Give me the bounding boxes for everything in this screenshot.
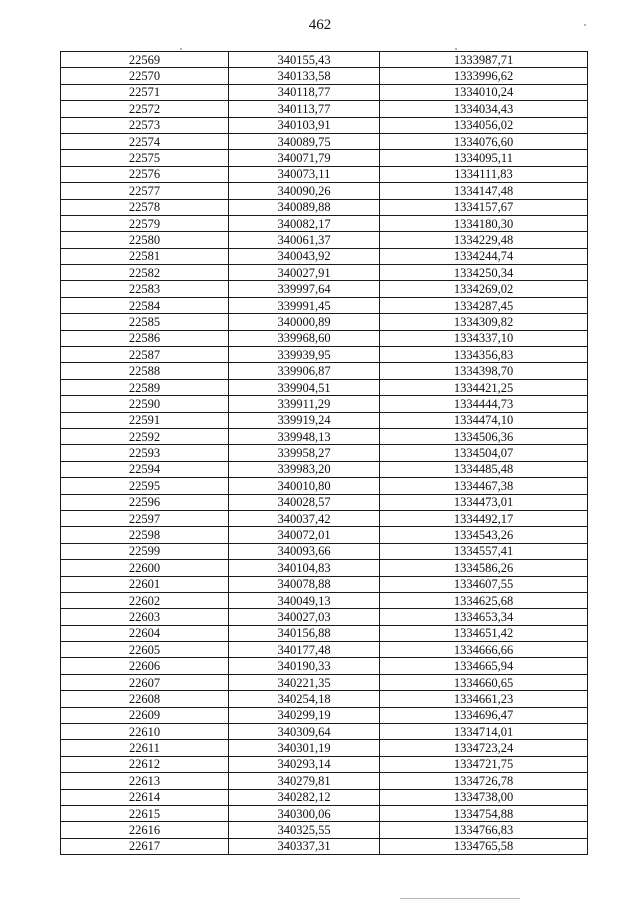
- table-row: [61, 576, 588, 592]
- point-number-cell: 22608: [61, 691, 229, 707]
- y-coordinate-cell: 1334398,70: [380, 363, 588, 379]
- point-number-cell: 22569: [61, 52, 229, 68]
- table-row: [61, 510, 588, 526]
- point-number-cell: 22615: [61, 805, 229, 821]
- table-row: [61, 658, 588, 674]
- table-row: [61, 592, 588, 608]
- y-coordinate-cell: 1334586,26: [380, 560, 588, 576]
- x-coordinate-cell: 340156,88: [229, 625, 380, 641]
- x-coordinate-cell: 340279,81: [229, 773, 380, 789]
- table-row: [61, 84, 588, 100]
- table-row: [61, 461, 588, 477]
- point-number-cell: 22570: [61, 68, 229, 84]
- x-coordinate-cell: 340049,13: [229, 592, 380, 608]
- point-number-cell: 22578: [61, 199, 229, 215]
- point-number-cell: 22603: [61, 609, 229, 625]
- table-row: [61, 150, 588, 166]
- table-row: [61, 428, 588, 444]
- table-row: [61, 52, 588, 68]
- y-coordinate-cell: 1334723,24: [380, 740, 588, 756]
- x-coordinate-cell: 340061,37: [229, 232, 380, 248]
- y-coordinate-cell: 1334696,47: [380, 707, 588, 723]
- y-coordinate-cell: 1334625,68: [380, 592, 588, 608]
- scan-speck: [455, 48, 457, 50]
- table-row: [61, 412, 588, 428]
- y-coordinate-cell: 1334250,34: [380, 265, 588, 281]
- point-number-cell: 22592: [61, 428, 229, 444]
- point-number-cell: 22587: [61, 347, 229, 363]
- y-coordinate-cell: 1334095,11: [380, 150, 588, 166]
- point-number-cell: 22579: [61, 215, 229, 231]
- table-row: [61, 133, 588, 149]
- x-coordinate-cell: 339906,87: [229, 363, 380, 379]
- point-number-cell: 22600: [61, 560, 229, 576]
- table-row: [61, 379, 588, 395]
- point-number-cell: 22593: [61, 445, 229, 461]
- y-coordinate-cell: 1334557,41: [380, 543, 588, 559]
- y-coordinate-cell: 1334665,94: [380, 658, 588, 674]
- point-number-cell: 22588: [61, 363, 229, 379]
- table-row: [61, 707, 588, 723]
- y-coordinate-cell: 1334473,01: [380, 494, 588, 510]
- x-coordinate-cell: 339997,64: [229, 281, 380, 297]
- y-coordinate-cell: 1334666,66: [380, 642, 588, 658]
- y-coordinate-cell: 1334467,38: [380, 478, 588, 494]
- y-coordinate-cell: 1333987,71: [380, 52, 588, 68]
- y-coordinate-cell: 1334356,83: [380, 347, 588, 363]
- table-row: [61, 101, 588, 117]
- table-row: [61, 560, 588, 576]
- x-coordinate-cell: 339991,45: [229, 297, 380, 313]
- page-number: 462: [308, 17, 332, 33]
- point-number-cell: 22586: [61, 330, 229, 346]
- table-row: [61, 215, 588, 231]
- x-coordinate-cell: 340028,57: [229, 494, 380, 510]
- point-number-cell: 22609: [61, 707, 229, 723]
- y-coordinate-cell: 1334714,01: [380, 724, 588, 740]
- table-row: [61, 265, 588, 281]
- point-number-cell: 22583: [61, 281, 229, 297]
- x-coordinate-cell: 340190,33: [229, 658, 380, 674]
- point-number-cell: 22595: [61, 478, 229, 494]
- point-number-cell: 22599: [61, 543, 229, 559]
- table-row: [61, 822, 588, 838]
- x-coordinate-cell: 340073,11: [229, 166, 380, 182]
- point-number-cell: 22598: [61, 527, 229, 543]
- point-number-cell: 22589: [61, 379, 229, 395]
- y-coordinate-cell: 1334287,45: [380, 297, 588, 313]
- point-number-cell: 22577: [61, 183, 229, 199]
- x-coordinate-cell: 340221,35: [229, 674, 380, 690]
- table-row: [61, 281, 588, 297]
- x-coordinate-cell: 340010,80: [229, 478, 380, 494]
- y-coordinate-cell: 1334444,73: [380, 396, 588, 412]
- y-coordinate-cell: 1334111,83: [380, 166, 588, 182]
- y-coordinate-cell: 1334056,02: [380, 117, 588, 133]
- point-number-cell: 22605: [61, 642, 229, 658]
- x-coordinate-cell: 340177,48: [229, 642, 380, 658]
- y-coordinate-cell: 1334504,07: [380, 445, 588, 461]
- x-coordinate-cell: 340325,55: [229, 822, 380, 838]
- scan-speck: [180, 48, 182, 50]
- table-row: [61, 330, 588, 346]
- x-coordinate-cell: 340093,66: [229, 543, 380, 559]
- y-coordinate-cell: 1334010,24: [380, 84, 588, 100]
- y-coordinate-cell: 1334337,10: [380, 330, 588, 346]
- point-number-cell: 22616: [61, 822, 229, 838]
- y-coordinate-cell: 1334543,26: [380, 527, 588, 543]
- point-number-cell: 22606: [61, 658, 229, 674]
- table-row: [61, 609, 588, 625]
- table-row: [61, 232, 588, 248]
- x-coordinate-cell: 340071,79: [229, 150, 380, 166]
- y-coordinate-cell: 1334157,67: [380, 199, 588, 215]
- table-row: [61, 805, 588, 821]
- x-coordinate-cell: 340104,83: [229, 560, 380, 576]
- coordinates-table-body: [61, 52, 588, 855]
- y-coordinate-cell: 1333996,62: [380, 68, 588, 84]
- y-coordinate-cell: 1334661,23: [380, 691, 588, 707]
- point-number-cell: 22594: [61, 461, 229, 477]
- x-coordinate-cell: 339958,27: [229, 445, 380, 461]
- y-coordinate-cell: 1334485,48: [380, 461, 588, 477]
- y-coordinate-cell: 1334180,30: [380, 215, 588, 231]
- table-row: [61, 674, 588, 690]
- y-coordinate-cell: 1334309,82: [380, 314, 588, 330]
- table-row: [61, 494, 588, 510]
- point-number-cell: 22575: [61, 150, 229, 166]
- x-coordinate-cell: 340299,19: [229, 707, 380, 723]
- point-number-cell: 22602: [61, 592, 229, 608]
- x-coordinate-cell: 340113,77: [229, 101, 380, 117]
- point-number-cell: 22585: [61, 314, 229, 330]
- table-row: [61, 642, 588, 658]
- point-number-cell: 22576: [61, 166, 229, 182]
- x-coordinate-cell: 340072,01: [229, 527, 380, 543]
- table-row: [61, 543, 588, 559]
- scan-speck: [584, 24, 586, 26]
- x-coordinate-cell: 340089,75: [229, 133, 380, 149]
- point-number-cell: 22573: [61, 117, 229, 133]
- point-number-cell: 22580: [61, 232, 229, 248]
- table-row: [61, 724, 588, 740]
- y-coordinate-cell: 1334651,42: [380, 625, 588, 641]
- x-coordinate-cell: 339939,95: [229, 347, 380, 363]
- point-number-cell: 22591: [61, 412, 229, 428]
- x-coordinate-cell: 339983,20: [229, 461, 380, 477]
- x-coordinate-cell: 340043,92: [229, 248, 380, 264]
- point-number-cell: 22596: [61, 494, 229, 510]
- y-coordinate-cell: 1334421,25: [380, 379, 588, 395]
- x-coordinate-cell: 340027,91: [229, 265, 380, 281]
- point-number-cell: 22612: [61, 756, 229, 772]
- point-number-cell: 22604: [61, 625, 229, 641]
- x-coordinate-cell: 340155,43: [229, 52, 380, 68]
- y-coordinate-cell: 1334765,58: [380, 838, 588, 854]
- x-coordinate-cell: 340309,64: [229, 724, 380, 740]
- point-number-cell: 22574: [61, 133, 229, 149]
- point-number-cell: 22607: [61, 674, 229, 690]
- table-row: [61, 773, 588, 789]
- x-coordinate-cell: 340300,06: [229, 805, 380, 821]
- table-row: [61, 396, 588, 412]
- table-row: [61, 838, 588, 854]
- x-coordinate-cell: 339919,24: [229, 412, 380, 428]
- table-row: [61, 314, 588, 330]
- x-coordinate-cell: 340337,31: [229, 838, 380, 854]
- point-number-cell: 22610: [61, 724, 229, 740]
- y-coordinate-cell: 1334653,34: [380, 609, 588, 625]
- table-row: [61, 297, 588, 313]
- y-coordinate-cell: 1334229,48: [380, 232, 588, 248]
- x-coordinate-cell: 340000,89: [229, 314, 380, 330]
- table-row: [61, 445, 588, 461]
- table-row: [61, 166, 588, 182]
- y-coordinate-cell: 1334738,00: [380, 789, 588, 805]
- x-coordinate-cell: 340082,17: [229, 215, 380, 231]
- table-row: [61, 527, 588, 543]
- x-coordinate-cell: 339911,29: [229, 396, 380, 412]
- point-number-cell: 22597: [61, 510, 229, 526]
- point-number-cell: 22611: [61, 740, 229, 756]
- table-row: [61, 199, 588, 215]
- point-number-cell: 22584: [61, 297, 229, 313]
- x-coordinate-cell: 340133,58: [229, 68, 380, 84]
- y-coordinate-cell: 1334607,55: [380, 576, 588, 592]
- x-coordinate-cell: 340301,19: [229, 740, 380, 756]
- point-number-cell: 22614: [61, 789, 229, 805]
- table-row: [61, 625, 588, 641]
- table-row: [61, 478, 588, 494]
- table-row: [61, 363, 588, 379]
- table-row: [61, 248, 588, 264]
- table-row: [61, 756, 588, 772]
- scan-line: [400, 898, 520, 899]
- table-row: [61, 740, 588, 756]
- x-coordinate-cell: 340090,26: [229, 183, 380, 199]
- point-number-cell: 22582: [61, 265, 229, 281]
- table-row: [61, 691, 588, 707]
- coordinates-table: [60, 51, 588, 855]
- y-coordinate-cell: 1334244,74: [380, 248, 588, 264]
- table-row: [61, 117, 588, 133]
- y-coordinate-cell: 1334726,78: [380, 773, 588, 789]
- x-coordinate-cell: 340103,91: [229, 117, 380, 133]
- point-number-cell: 22572: [61, 101, 229, 117]
- x-coordinate-cell: 340254,18: [229, 691, 380, 707]
- y-coordinate-cell: 1334492,17: [380, 510, 588, 526]
- x-coordinate-cell: 340089,88: [229, 199, 380, 215]
- y-coordinate-cell: 1334474,10: [380, 412, 588, 428]
- point-number-cell: 22613: [61, 773, 229, 789]
- table-row: [61, 68, 588, 84]
- table-row: [61, 789, 588, 805]
- x-coordinate-cell: 340078,88: [229, 576, 380, 592]
- y-coordinate-cell: 1334076,60: [380, 133, 588, 149]
- table-row: [61, 183, 588, 199]
- point-number-cell: 22617: [61, 838, 229, 854]
- y-coordinate-cell: 1334506,36: [380, 428, 588, 444]
- x-coordinate-cell: 339968,60: [229, 330, 380, 346]
- y-coordinate-cell: 1334754,88: [380, 805, 588, 821]
- x-coordinate-cell: 339904,51: [229, 379, 380, 395]
- y-coordinate-cell: 1334766,83: [380, 822, 588, 838]
- point-number-cell: 22590: [61, 396, 229, 412]
- y-coordinate-cell: 1334269,02: [380, 281, 588, 297]
- x-coordinate-cell: 340293,14: [229, 756, 380, 772]
- table-row: [61, 347, 588, 363]
- y-coordinate-cell: 1334721,75: [380, 756, 588, 772]
- y-coordinate-cell: 1334034,43: [380, 101, 588, 117]
- x-coordinate-cell: 340027,03: [229, 609, 380, 625]
- point-number-cell: 22571: [61, 84, 229, 100]
- x-coordinate-cell: 339948,13: [229, 428, 380, 444]
- point-number-cell: 22581: [61, 248, 229, 264]
- y-coordinate-cell: 1334660,65: [380, 674, 588, 690]
- x-coordinate-cell: 340118,77: [229, 84, 380, 100]
- x-coordinate-cell: 340037,42: [229, 510, 380, 526]
- x-coordinate-cell: 340282,12: [229, 789, 380, 805]
- point-number-cell: 22601: [61, 576, 229, 592]
- y-coordinate-cell: 1334147,48: [380, 183, 588, 199]
